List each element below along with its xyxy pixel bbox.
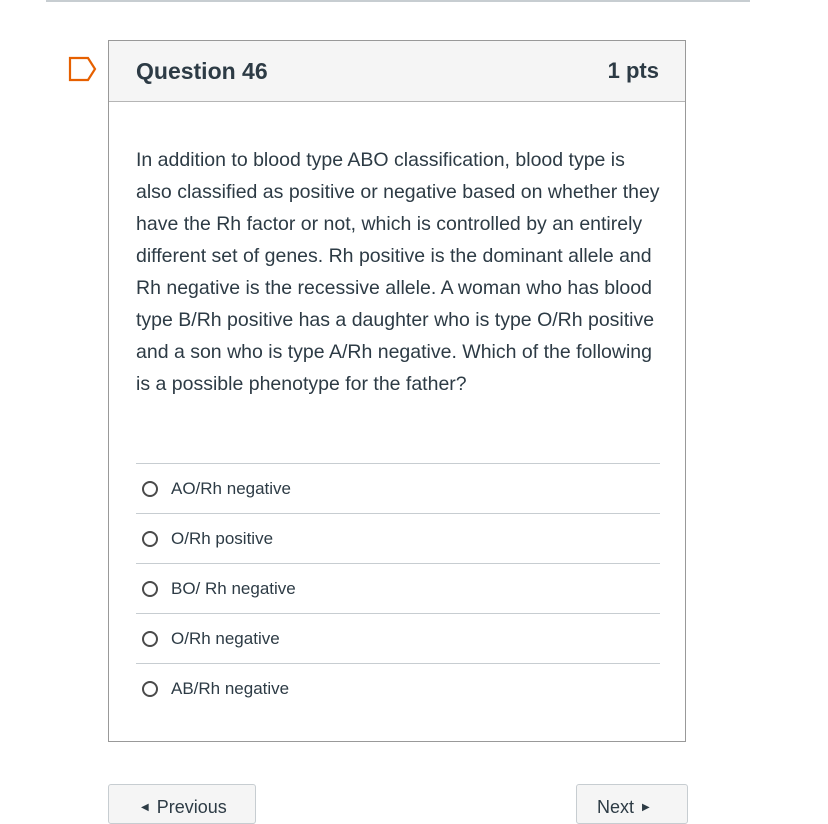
answer-option-1[interactable] [136, 464, 660, 514]
previous-button[interactable] [108, 784, 256, 824]
question-card [108, 40, 686, 742]
answer-option-2[interactable] [136, 514, 660, 564]
answer-list [136, 463, 660, 714]
question-header [109, 41, 685, 102]
next-button[interactable] [576, 784, 688, 824]
answer-label: AB/Rh negative [171, 679, 290, 698]
answer-label: BO/ Rh negative [171, 578, 296, 598]
radio-button[interactable] [142, 531, 158, 547]
answer-option-5[interactable] [136, 664, 660, 714]
answer-option-3[interactable] [136, 564, 660, 614]
radio-button[interactable] [142, 631, 158, 647]
question-points: 1 pts [607, 58, 659, 83]
flag-question-icon[interactable] [68, 56, 98, 82]
triangle-right-icon: ▶ [642, 802, 650, 813]
next-label: Next [597, 797, 635, 817]
answer-option-4[interactable] [136, 614, 660, 664]
radio-button[interactable] [142, 581, 158, 597]
previous-label: Previous [156, 797, 227, 817]
radio-button[interactable] [142, 481, 158, 497]
question-text: In addition to blood type ABO classification, blood type is also classified as positive or negative based on whether they have the Rh factor or not, which is controlled by an entirely different set of genes. Rh positive is the dominant allele and Rh negative is the recessive allele. A woman who has blood type B/Rh positive has a daughter who is type O/Rh positive and a son who is type A/Rh negative. Which of the following is a possible phenotype for the father? [136, 149, 660, 395]
answer-label: O/Rh positive [171, 528, 274, 548]
radio-button[interactable] [142, 681, 158, 697]
question-title: Question 46 [136, 57, 268, 84]
answer-label: AO/Rh negative [171, 478, 292, 498]
answer-label: O/Rh negative [171, 628, 280, 648]
triangle-left-icon: ◀ [141, 802, 149, 813]
top-divider [46, 0, 750, 2]
